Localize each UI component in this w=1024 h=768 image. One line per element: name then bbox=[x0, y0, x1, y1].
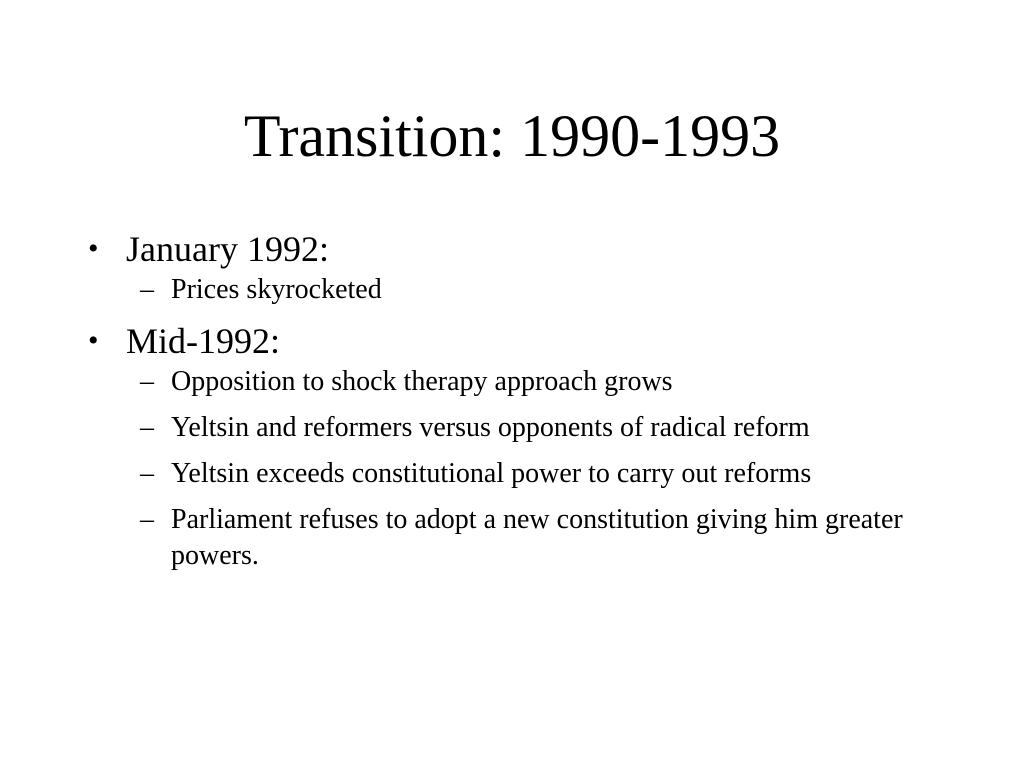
bullet-text: January 1992: bbox=[126, 229, 329, 269]
bullet-item bbox=[86, 318, 926, 574]
bullet-text: Mid-1992: bbox=[126, 321, 281, 361]
sub-item bbox=[86, 502, 926, 574]
sub-item bbox=[86, 364, 926, 400]
slide-title: Transition: 1990-1993 bbox=[243, 103, 781, 169]
dash-icon: – bbox=[140, 412, 154, 443]
dash-icon: – bbox=[140, 274, 154, 305]
sub-item-text: Opposition to shock therapy approach grows bbox=[171, 366, 673, 397]
sub-list bbox=[86, 272, 926, 308]
bullet-row bbox=[86, 226, 926, 272]
dash-icon: – bbox=[140, 366, 154, 397]
bullet-item bbox=[86, 226, 926, 308]
sub-item-text: Parliament refuses to adopt a new constitution giving him greater powers. bbox=[171, 504, 903, 571]
dash-icon: – bbox=[140, 458, 154, 489]
bullet-icon: • bbox=[88, 232, 99, 265]
sub-item bbox=[86, 410, 926, 446]
sub-item bbox=[86, 272, 926, 308]
sub-item-text: Yeltsin and reformers versus opponents of radical reform bbox=[171, 412, 810, 443]
dash-icon: – bbox=[140, 504, 154, 535]
sub-item bbox=[86, 456, 926, 492]
bullet-row bbox=[86, 318, 926, 364]
sub-list bbox=[86, 364, 926, 574]
sub-item-text: Yeltsin exceeds constitutional power to carry out reforms bbox=[171, 458, 812, 489]
sub-item-text: Prices skyrocketed bbox=[171, 274, 382, 305]
bullet-icon: • bbox=[88, 324, 99, 357]
bullet-list bbox=[86, 226, 926, 584]
